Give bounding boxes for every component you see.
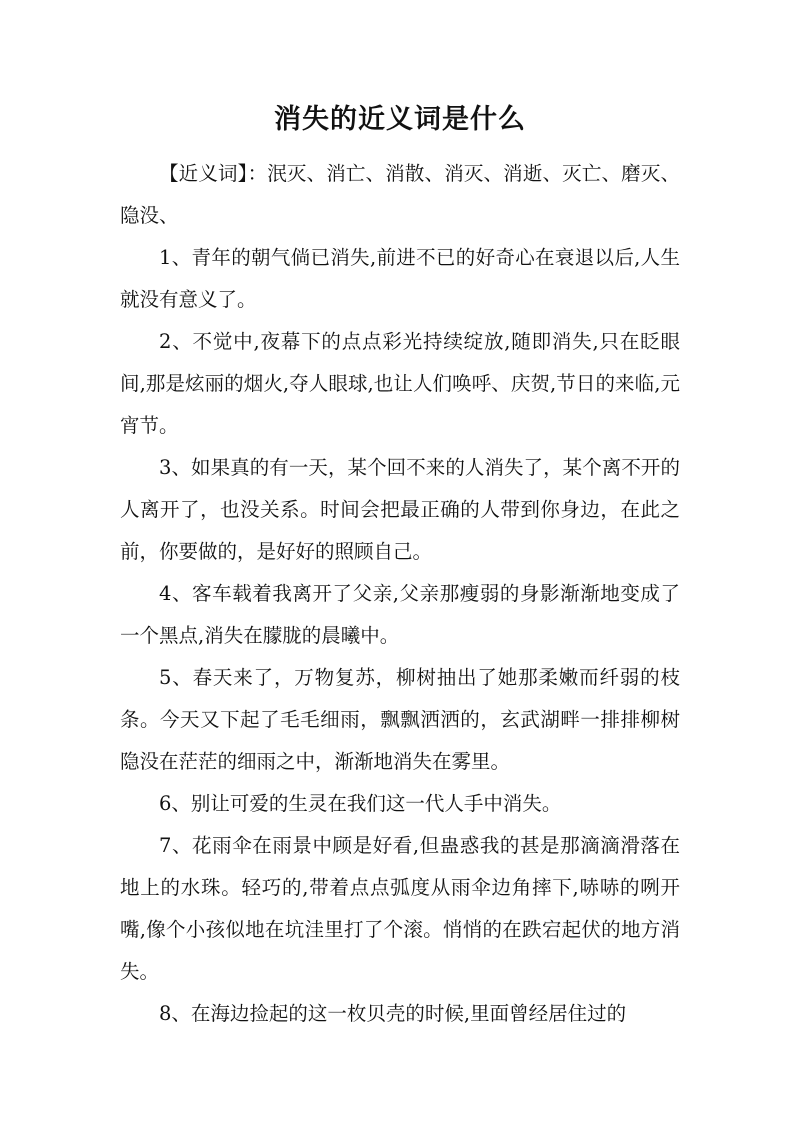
paragraph-example-6: 6、别让可爱的生灵在我们这一代人手中消失。 — [159, 792, 562, 815]
document-body — [120, 153, 680, 1035]
paragraph-synonyms: 【近义词】：泯灭、消亡、消散、消灭、消逝、灭亡、磨灭、隐没、 — [120, 162, 680, 227]
paragraph-example-5: 5、春天来了，万物复苏，柳树抽出了她那柔嫩而纤弱的枝条。今天又下起了毛毛细雨，飘飘洒洒的，玄武湖畔一排排柳树隐没在茫茫的细雨之中，渐渐地消失在雾里。 — [120, 666, 680, 773]
paragraph-example-4: 4、客车载着我离开了父亲,父亲那瘦弱的身影渐渐地变成了一个黑点,消失在朦胧的晨曦中。 — [120, 582, 680, 647]
paragraph-example-7: 7、花雨伞在雨景中顾是好看,但蛊惑我的甚是那滴滴滑落在地上的水珠。轻巧的,带着点点弧度从雨伞边角摔下,哧哧的咧开嘴,像个小孩似地在坑洼里打了个滚。悄悄的在跌宕起伏的地方消失。 — [120, 834, 680, 983]
paragraph-example-8: 8、在海边捡起的这一枚贝壳的时候,里面曾经居住过的 — [159, 1002, 627, 1025]
document-title: 消失的近义词是什么 — [274, 104, 526, 135]
paragraph-example-1: 1、青年的朝气倘已消失,前进不已的好奇心在衰退以后,人生就没有意义了。 — [120, 246, 680, 311]
paragraph-example-2: 2、不觉中,夜幕下的点点彩光持续绽放,随即消失,只在眨眼间,那是炫丽的烟火,夺人眼球,也让人们唤呼、庆贺,节日的来临,元宵节。 — [120, 330, 680, 437]
paragraph-example-3: 3、如果真的有一天，某个回不来的人消失了，某个离不开的人离开了，也没关系。时间会把最正确的人带到你身边，在此之前，你要做的，是好好的照顾自己。 — [120, 456, 680, 563]
